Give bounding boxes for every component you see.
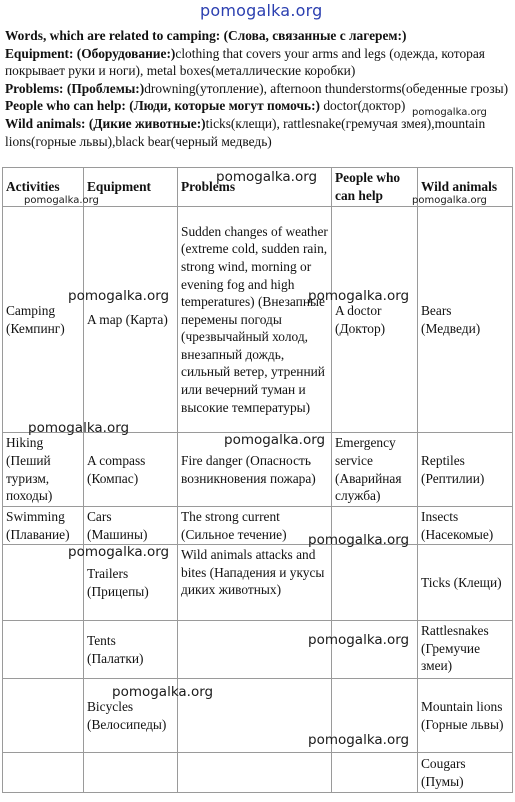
watermark: pomogalka.org <box>28 420 130 436</box>
intro-section <box>5 27 510 150</box>
cell-people <box>332 621 418 679</box>
cell-equipment: Bicycles (Велосипеды) <box>84 679 178 753</box>
cell-problem <box>178 753 332 793</box>
header-people: People who can help <box>332 168 418 207</box>
intro-animals: Wild animals: (Дикие животные:)ticks(клещи), rattlesnake(гремучая змея),mountain lions(горные львы),black bear(черный медведь) <box>5 115 486 149</box>
watermark-top: pomogalka.org <box>200 1 323 20</box>
cell-problem: Fire danger (Опасность возникновения пожара) <box>178 433 332 507</box>
cell-activity <box>3 621 84 679</box>
table-row <box>3 679 513 753</box>
header-wild-animals: Wild animals <box>418 168 513 207</box>
watermark: pomogalka.org <box>308 288 410 304</box>
cell-equipment <box>84 753 178 793</box>
cell-people <box>332 545 418 621</box>
cell-activity <box>3 679 84 753</box>
intro-problems: Problems: (Проблемы:)drowning(утопление), afternoon thunderstorms(обеденные грозы) <box>5 80 509 96</box>
cell-problem: The strong current (Сильное течение) <box>178 507 332 545</box>
cell-activity: Camping (Кемпинг) <box>3 207 84 433</box>
cell-activity: Swimming (Плавание) <box>3 507 84 545</box>
watermark: pomogalka.org <box>68 544 170 560</box>
table-row <box>3 507 513 545</box>
cell-equipment: Cars (Машины) <box>84 507 178 545</box>
cell-animal: Reptiles (Рептилии) <box>418 433 513 507</box>
table-row <box>3 753 513 793</box>
cell-equipment: A compass (Компас) <box>84 433 178 507</box>
cell-problem: Wild animals attacks and bites (Нападения и укусы диких животных) <box>178 545 332 621</box>
cell-activity: Hiking (Пеший туризм, походы) <box>3 433 84 507</box>
intro-equipment: Equipment: (Оборудование:)clothing that covers your arms and legs (одежда, которая покрывает руки и ноги), metal boxes(металлические коробки) <box>5 45 485 79</box>
header-equipment: Equipment <box>84 168 178 207</box>
cell-animal: Ticks (Клещи) <box>418 545 513 621</box>
watermark: pomogalka.org <box>24 195 99 206</box>
cell-problem <box>178 621 332 679</box>
intro-heading: Words, which are related to camping: (Слова, связанные с лагерем:) <box>5 28 407 43</box>
cell-animal: Insects (Насекомые) <box>418 507 513 545</box>
header-problems: Problems <box>178 168 332 207</box>
cell-equipment: Tents (Палатки) <box>84 621 178 679</box>
cell-animal: Cougars (Пумы) <box>418 753 513 793</box>
cell-equipment: A map (Карта) <box>84 207 178 433</box>
watermark: pomogalka.org <box>224 432 326 448</box>
watermark: pomogalka.org <box>412 195 487 206</box>
table-row <box>3 621 513 679</box>
cell-people: Emergency service (Аварийная служба) <box>332 433 418 507</box>
cell-equipment: Trailers (Прицепы) <box>84 545 178 621</box>
table-row <box>3 207 513 433</box>
cell-people <box>332 753 418 793</box>
cell-animal: Mountain lions (Горные львы) <box>418 679 513 753</box>
watermark: pomogalka.org <box>68 288 170 304</box>
cell-animal: Rattlesnakes (Гремучие змеи) <box>418 621 513 679</box>
cell-people: A doctor (Доктор) <box>332 207 418 433</box>
watermark: pomogalka.org <box>216 169 318 185</box>
camping-table <box>2 167 513 793</box>
header-activities: Activities <box>3 168 84 207</box>
cell-activity <box>3 753 84 793</box>
watermark: pomogalka.org <box>112 684 214 700</box>
watermark: pomogalka.org <box>308 732 410 748</box>
watermark: pomogalka.org <box>308 532 410 548</box>
watermark: pomogalka.org <box>412 107 487 118</box>
cell-problem: Sudden changes of weather (extreme cold, sudden rain, strong wind, morning or evening fog and high temperatures) (Внезапные перемены погоды (чрезвычайный холод, внезапный дождь, сильный ветер, утренний или вечерний туман и высокие температуры) <box>178 207 332 433</box>
watermark: pomogalka.org <box>308 632 410 648</box>
intro-people: People who can help: (Люди, которые могут помочь:) doctor(доктор) <box>5 98 406 114</box>
cell-animal: Bears (Медведи) <box>418 207 513 433</box>
